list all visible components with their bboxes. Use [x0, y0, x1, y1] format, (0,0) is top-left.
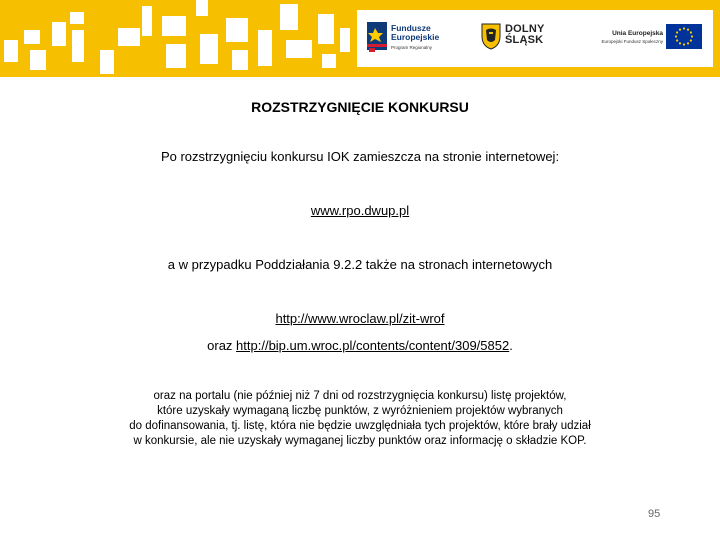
link2-row	[0, 311, 720, 326]
decorative-block	[196, 0, 208, 16]
decorative-block	[286, 40, 312, 58]
eu-label	[593, 30, 663, 44]
lower-silesia-line2: ŚLĄSK	[505, 34, 544, 46]
european-funds-subtitle: Program Regionalny	[391, 45, 433, 50]
decorative-block	[318, 14, 334, 44]
decorative-block	[280, 4, 298, 30]
decorative-block	[226, 18, 248, 42]
bip-um-wroc-link[interactable]: http://bip.um.wroc.pl/contents/content/309/5852	[236, 338, 510, 353]
decorative-block	[200, 34, 218, 64]
portal-paragraph	[100, 389, 620, 449]
link1-row	[0, 203, 720, 218]
link3-row	[0, 338, 720, 353]
rpo-dwup-link[interactable]: www.rpo.dwup.pl	[310, 203, 410, 218]
decorative-block	[340, 28, 350, 52]
decorative-block	[24, 30, 40, 44]
wroclaw-zit-link[interactable]: http://www.wroclaw.pl/zit-wrof	[275, 311, 445, 326]
logo-panel	[357, 10, 713, 67]
paragraph-line: w konkursie, ale nie uzyskały wymaganej liczby punktów oraz informację o składzie KOP.	[133, 435, 587, 447]
decorative-block	[142, 6, 152, 36]
header-band	[0, 0, 720, 77]
paragraph-line: które uzyskały wymaganą liczbę punktów, z wyróżnieniem projektów wybranych	[157, 405, 563, 417]
lower-silesia-crest-icon	[480, 22, 502, 50]
decorative-block	[30, 50, 46, 70]
decorative-block	[162, 16, 186, 36]
page-number: 95	[648, 508, 661, 520]
intro-text: Po rozstrzygnięciu konkursu IOK zamieszcza na stronie internetowej:	[160, 149, 560, 164]
decorative-block	[258, 30, 272, 66]
decorative-block	[72, 30, 84, 62]
slide-title: ROZSTRZYGNIĘCIE KONKURSU	[251, 99, 469, 115]
lower-silesia-line1: DOLNY	[505, 23, 545, 35]
decorative-block	[232, 50, 248, 70]
paragraph-line: do dofinansowania, tj. listę, która nie będzie uwzględniała tych projektów, które brały udział	[129, 420, 591, 432]
subaction-note: a w przypadku Poddziałania 9.2.2 także na stronach internetowych	[167, 257, 553, 272]
european-funds-title	[391, 24, 439, 42]
european-funds-logo-icon	[365, 20, 389, 54]
decorative-block	[70, 12, 84, 24]
decorative-block	[118, 28, 140, 46]
eu-title: Unia Europejska	[612, 30, 663, 37]
decorative-block	[52, 22, 66, 46]
eu-subtitle: Europejski Fundusz Społeczny	[601, 39, 663, 44]
link3-period: .	[509, 338, 513, 353]
decorative-block	[322, 54, 336, 68]
oraz-prefix: oraz	[207, 338, 237, 353]
decorative-block	[166, 44, 186, 68]
european-funds-line2: Europejskie	[391, 32, 440, 42]
european-funds-line1: Fundusze	[391, 23, 431, 33]
decorative-block	[4, 40, 18, 62]
lower-silesia-wordmark	[505, 24, 545, 46]
eu-flag-icon	[666, 24, 702, 49]
decorative-block	[100, 50, 114, 74]
paragraph-line: oraz na portalu (nie później niż 7 dni od rozstrzygnięcia konkursu) listę projektów,	[153, 390, 567, 402]
